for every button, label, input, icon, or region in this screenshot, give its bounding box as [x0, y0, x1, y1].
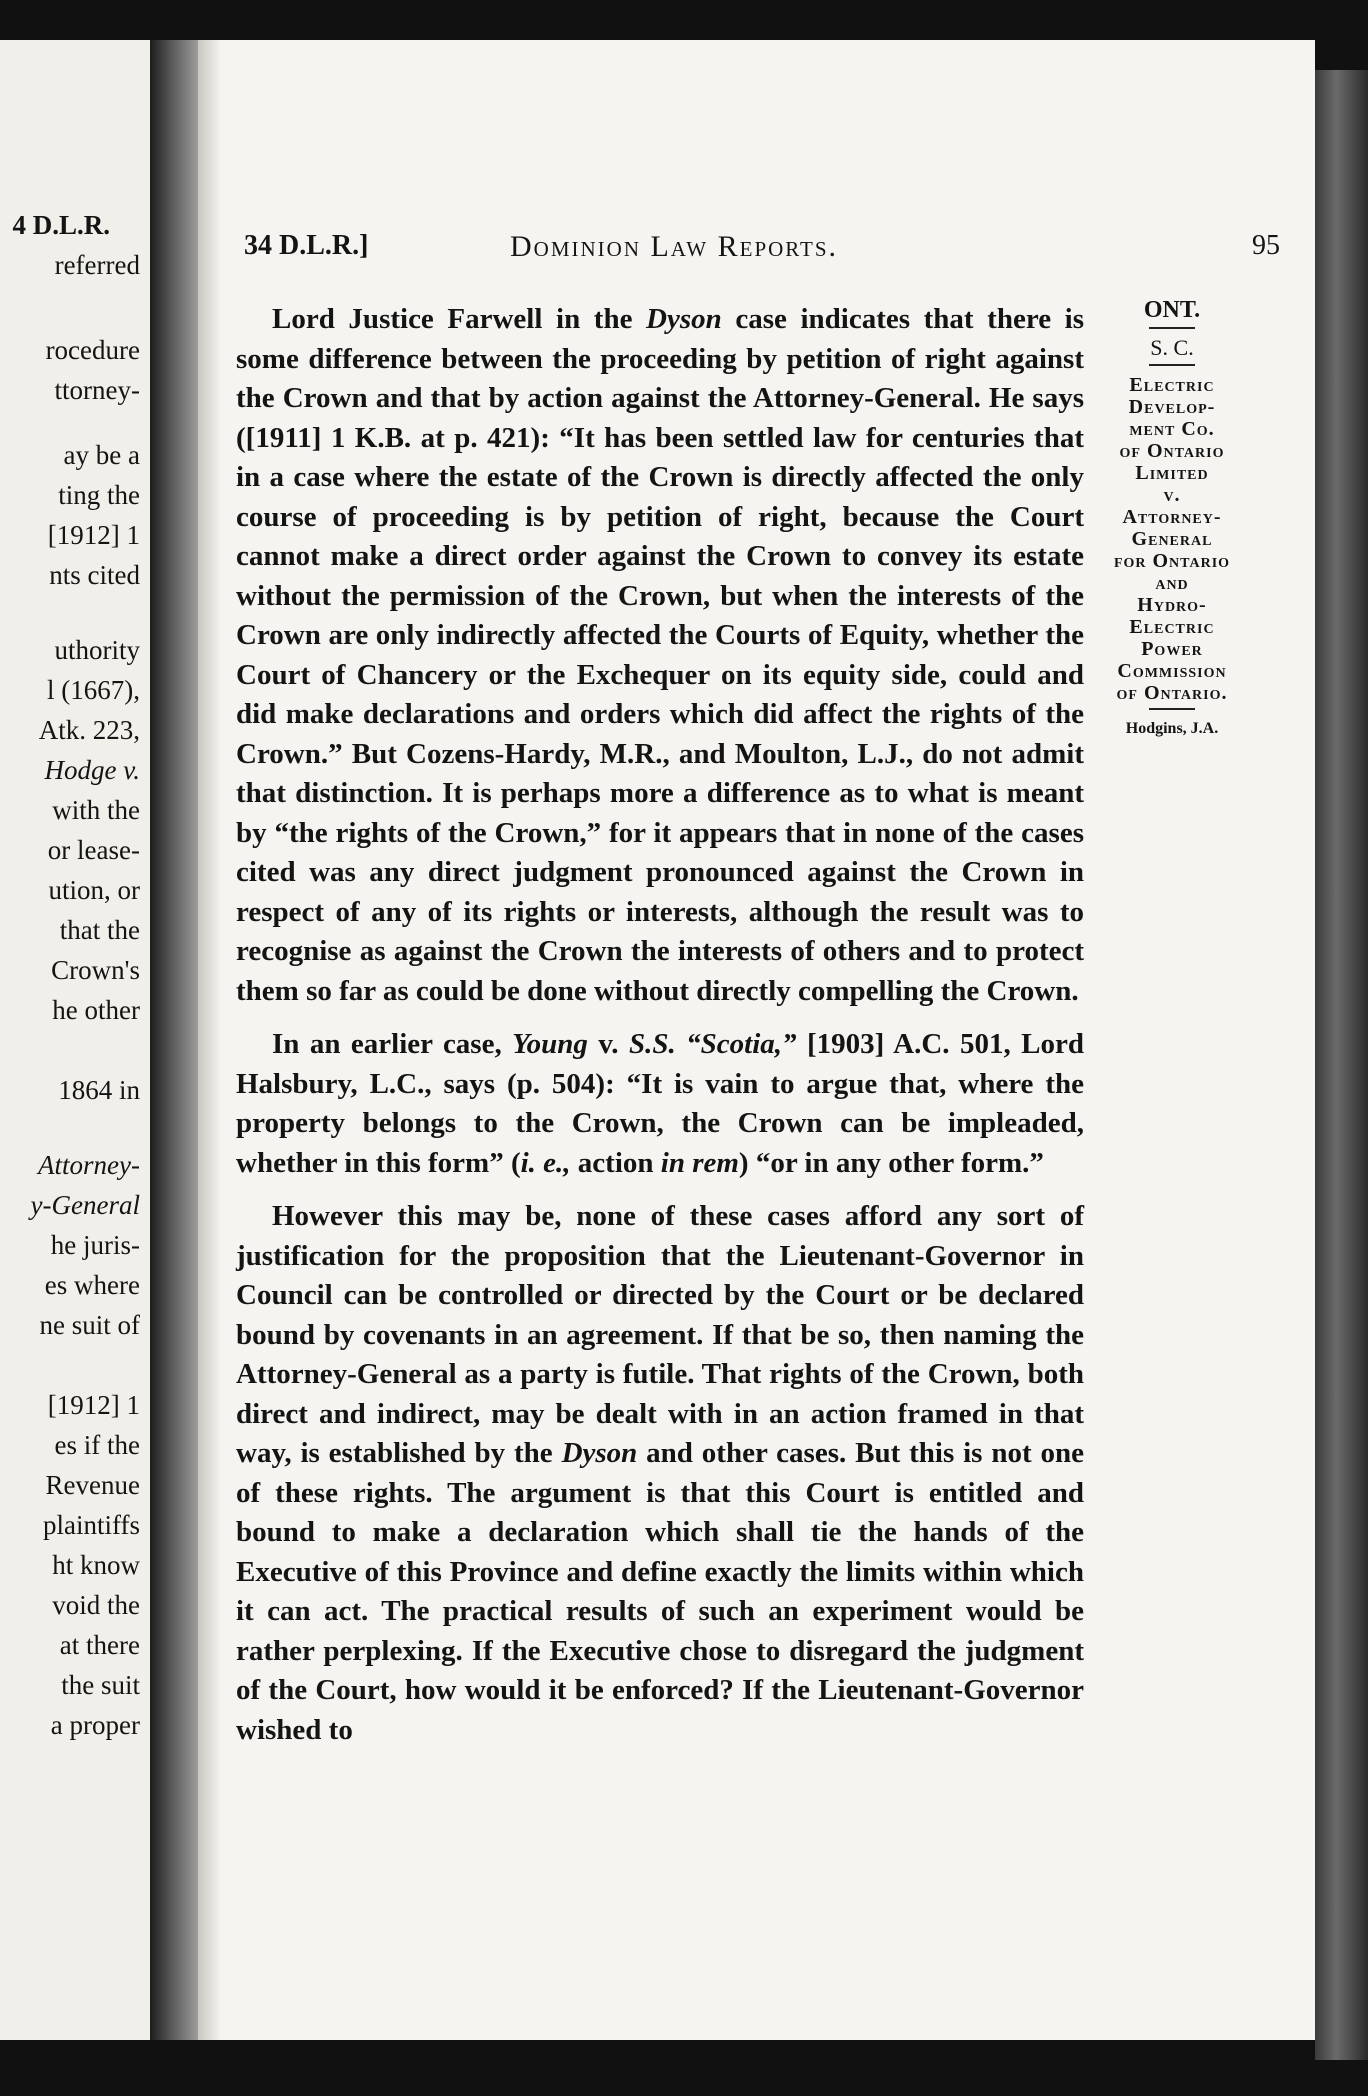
left-page-line: rocedure	[45, 335, 140, 365]
divider	[1149, 364, 1195, 366]
left-page-line: l (1667),	[47, 675, 140, 705]
text-run: [1903] A.C. 501, Lord Halsbury, L.C., says (p. 504): “It is vain to argue that, where the property belongs to the Crown, the Crown can be impleaded, whether in this form” (	[236, 1028, 1084, 1179]
left-page-line: a proper	[50, 1710, 140, 1740]
latin-phrase: i. e.,	[520, 1146, 571, 1179]
case-name: Young	[512, 1028, 588, 1060]
text-run: action	[570, 1146, 661, 1179]
text-run: ) “or in any other form.”	[738, 1146, 1044, 1179]
paragraph-1	[236, 300, 1084, 1011]
left-page-line: nts cited	[49, 560, 140, 590]
left-page-line: ay be a	[63, 440, 140, 470]
caption-line: General	[1131, 528, 1213, 550]
divider	[1149, 708, 1195, 710]
left-page-line: ht know	[52, 1550, 140, 1580]
text-run: However this may be, none of these cases afford any sort of justification for the proposition that the Lieutenant-Governor in Council can be controlled or directed by the Court or be declared bound by covenants in an agreement. If that be so, then naming the Attorney-General as a party is futile. That rights of the Crown, both direct and indirect, may be dealt with in an action framed in that way, is established by the	[236, 1200, 1084, 1469]
case-name: Dyson	[646, 303, 722, 335]
caption-line: Attorney-	[1122, 506, 1222, 528]
left-page-line: y-General	[30, 1190, 140, 1220]
page-number: 95	[1252, 230, 1280, 261]
left-page-line: Crown's	[51, 955, 140, 985]
caption-line: Hydro-	[1137, 594, 1207, 616]
left-page-line: at there	[59, 1630, 140, 1660]
left-page-line: referred	[54, 250, 140, 280]
case-name: S.S. “Scotia,”	[628, 1028, 797, 1060]
body-text	[236, 300, 1084, 1750]
judge: Hodgins, J.A.	[1125, 720, 1219, 737]
gutter-shadow	[198, 40, 220, 2040]
case-name: Dyson	[561, 1437, 638, 1469]
left-page-line: 4 D.L.R.	[12, 210, 110, 240]
side-note	[1102, 297, 1242, 739]
left-page-line: uthority	[54, 635, 140, 665]
caption-line: Commission	[1117, 660, 1227, 682]
jurisdiction: ONT.	[1143, 297, 1201, 323]
caption-line: for Ontario	[1113, 550, 1231, 572]
left-page-line: 1864 in	[58, 1075, 140, 1105]
running-head-volume: 34 D.L.R.]	[244, 230, 369, 261]
left-page-line: Attorney-	[38, 1150, 140, 1180]
left-page-line: he juris-	[50, 1230, 140, 1260]
running-head-title: Dominion Law Reports.	[510, 230, 839, 263]
paragraph-2	[236, 1025, 1084, 1183]
left-page-line: [1912] 1	[47, 1390, 140, 1420]
left-page-line: es where	[44, 1270, 140, 1300]
caption-line: and	[1155, 572, 1189, 594]
caption-line: Electric	[1129, 616, 1215, 638]
paragraph-3	[236, 1197, 1084, 1750]
caption-line: of Ontario.	[1116, 682, 1228, 704]
court: S. C.	[1150, 335, 1194, 360]
left-page-line: Revenue	[45, 1470, 140, 1500]
caption-line: Limited	[1135, 462, 1209, 484]
left-page-line: he other	[52, 995, 140, 1025]
left-page-line: the suit	[61, 1670, 140, 1700]
left-page-line: ne suit of	[39, 1310, 140, 1340]
case-caption	[1102, 374, 1242, 704]
left-page-line: void the	[52, 1590, 140, 1620]
left-page-line: ttorney-	[54, 375, 140, 405]
left-page-line: Hodge v.	[44, 755, 140, 785]
text-run: and other cases. But this is not one of these rights. The argument is that this Court is entitled and bound to make a declaration which shall tie the hands of the Executive of this Province and define exactly the limits within which it can act. The practical results of such an experiment would be rather perplexing. If the Executive chose to disregard the judgment of the Court, how would it be enforced? If the Lieutenant-Governor wished to	[236, 1437, 1084, 1746]
caption-line: v.	[1163, 484, 1181, 506]
latin-phrase: in rem	[660, 1146, 739, 1179]
caption-line: of Ontario	[1119, 440, 1225, 462]
text-run: case indicates that there is some difference between the proceeding by petition of right against the Crown and that by action against the Attorney-General. He says ([1911] 1 K.B. at p. 421): “It has been settled law for centuries that in a case where the estate of the Crown is directly affected the only course of proceeding is by petition of right, because the Court cannot make a direct order against the Crown to convey its estate without the permission of the Crown, but when the interests of the Crown are only indirectly affected the Courts of Equity, whether the Court of Chancery or the Exchequer on its equity side, could and did make declarations and orders which did affect the rights of the Crown.” But Cozens-Hardy, M.R., and Moulton, L.J., do not admit that distinction. It is perhaps more a difference as to what is meant by “the rights of the Crown,” for it appears that in none of the cases cited was any direct judgment pronounced against the Crown in respect of any of its rights or interests, although the result was to recognise as against the Crown the interests of others and to protect them so far as could be done without directly compelling the Crown.	[236, 303, 1084, 1007]
left-page-line: [1912] 1	[47, 520, 140, 550]
left-page-line: es if the	[54, 1430, 140, 1460]
caption-line: Develop-	[1128, 396, 1216, 418]
book-gutter	[150, 40, 198, 2040]
divider	[1149, 327, 1195, 329]
text-run: v.	[587, 1028, 629, 1060]
left-page-line: that the	[59, 915, 140, 945]
caption-line: ment Co.	[1129, 418, 1215, 440]
caption-line: Electric	[1129, 374, 1215, 396]
left-page-line: Atk. 223,	[38, 715, 140, 745]
page-edge	[1315, 70, 1368, 2060]
left-page-line: ution, or	[48, 875, 140, 905]
left-facing-page	[0, 40, 150, 2040]
text-run: Lord Justice Farwell in the	[272, 303, 647, 335]
left-page-line: plaintiffs	[43, 1510, 140, 1540]
text-run: In an earlier case,	[272, 1028, 513, 1060]
caption-line: Power	[1141, 638, 1203, 660]
left-page-line: or lease-	[47, 835, 140, 865]
left-page-line: ting the	[58, 480, 140, 510]
left-page-line: with the	[52, 795, 140, 825]
